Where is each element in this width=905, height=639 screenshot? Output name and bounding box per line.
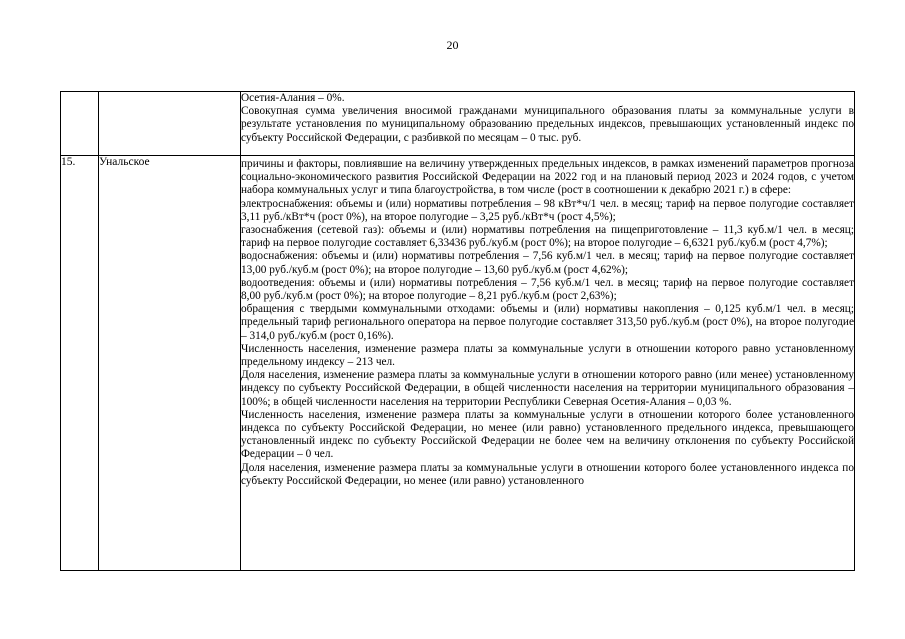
description-cell [241,156,855,571]
paragraph: водоснабжения: объемы и (или) нормативы потребления – 7,56 куб.м/1 чел. в месяц; тариф на первое полугодие составляет 13,00 руб./куб.м (рост 0%); на второе полугодие – 13,60 руб./куб.м (рост 4,62%); [241,250,854,276]
municipality-name-cell: Унальское [99,156,241,571]
table-row [61,156,855,571]
paragraph: Доля населения, изменение размера платы за коммунальные услуги в отношении которого более установленного индекса по субъекту Российской Федерации, но менее (или равно) установленного [241,461,854,487]
paragraph: Численность населения, изменение размера платы за коммунальные услуги в отношении которого более установленного индекса по субъекту Российской Федерации, но менее (или равно) установленного предельного индекса, превышающего установленный индекс по субъекту Российской Федерации не более чем на величину отклонения по субъекту Российской Федерации – 0 чел. [241,408,854,461]
paragraph: обращения с твердыми коммунальными отходами: объемы и (или) нормативы накопления – 0,125 куб.м/1 чел. в месяц; предельный тариф регионального оператора на первое полугодие составляет 313,50 руб./куб.м (рост 0%), на второе полугодие – 314,0 руб./куб.м (рост 0,16%). [241,303,854,342]
page-number: 20 [446,38,459,52]
paragraph: газоснабжения (сетевой газ): объемы и (или) нормативы потребления на пищеприготовление – 11,3 куб.м/1 чел. в месяц; тариф на первое полугодие составляет 6,33436 руб./куб.м (рост 0%); на второе полугодие – 6,6321 руб./куб.м (рост 4,7%); [241,224,854,250]
table-row [61,92,855,156]
paragraph: Численность населения, изменение размера платы за коммунальные услуги в отношении которого равно установленному предельному индексу – 213 чел. [241,342,854,369]
row-number-cell: 15. [61,156,99,571]
paragraph: Совокупная сумма увеличения вносимой гражданами муниципального образования платы за коммунальные услуги в результате установления по муниципальному образованию предельных индексов, превышающих установленный индекс по субъекту Российской Федерации, с разбивкой по месяцам – 0 тыс. руб. [241,105,854,144]
row-number-cell [61,92,99,156]
paragraph: электроснабжения: объемы и (или) нормативы потребления – 98 кВт*ч/1 чел. в месяц; тариф на первое полугодие составляет 3,11 руб./кВт*ч (рост 0%), на второе полугодие – 3,25 руб./кВт*ч (рост 4,5%); [241,197,854,223]
paragraph: Осетия-Алания – 0%. [241,92,345,104]
document-table [60,91,855,571]
municipality-name-cell [99,92,241,156]
paragraph: причины и факторы, повлиявшие на величину утвержденных предельных индексов, в рамках изменений параметров прогноза социально-экономического развития Российской Федерации на 2022 год и на плановый период 2023 и 2024 годов, с учетом набора коммунальных услуг и типа благоустройства, в том числе (рост в соотношении к декабрю 2021 г.) в сфере: [241,158,854,197]
paragraph: водоотведения: объемы и (или) нормативы потребления – 7,56 куб.м/1 чел. в месяц; тариф на первое полугодие составляет 8,00 руб./куб.м (рост 0%); на второе полугодие – 8,21 руб./куб.м (рост 2,63%); [241,276,854,303]
description-cell [241,92,855,156]
paragraph: Доля населения, изменение размера платы за коммунальные услуги в отношении которого равно (или менее) установленному индексу по субъекту Российской Федерации, в общей численности населения на территории муниципального образования – 100%; в общей численности населения на территории Республики Северная Осетия-Алания – 0,03 %. [241,369,854,408]
